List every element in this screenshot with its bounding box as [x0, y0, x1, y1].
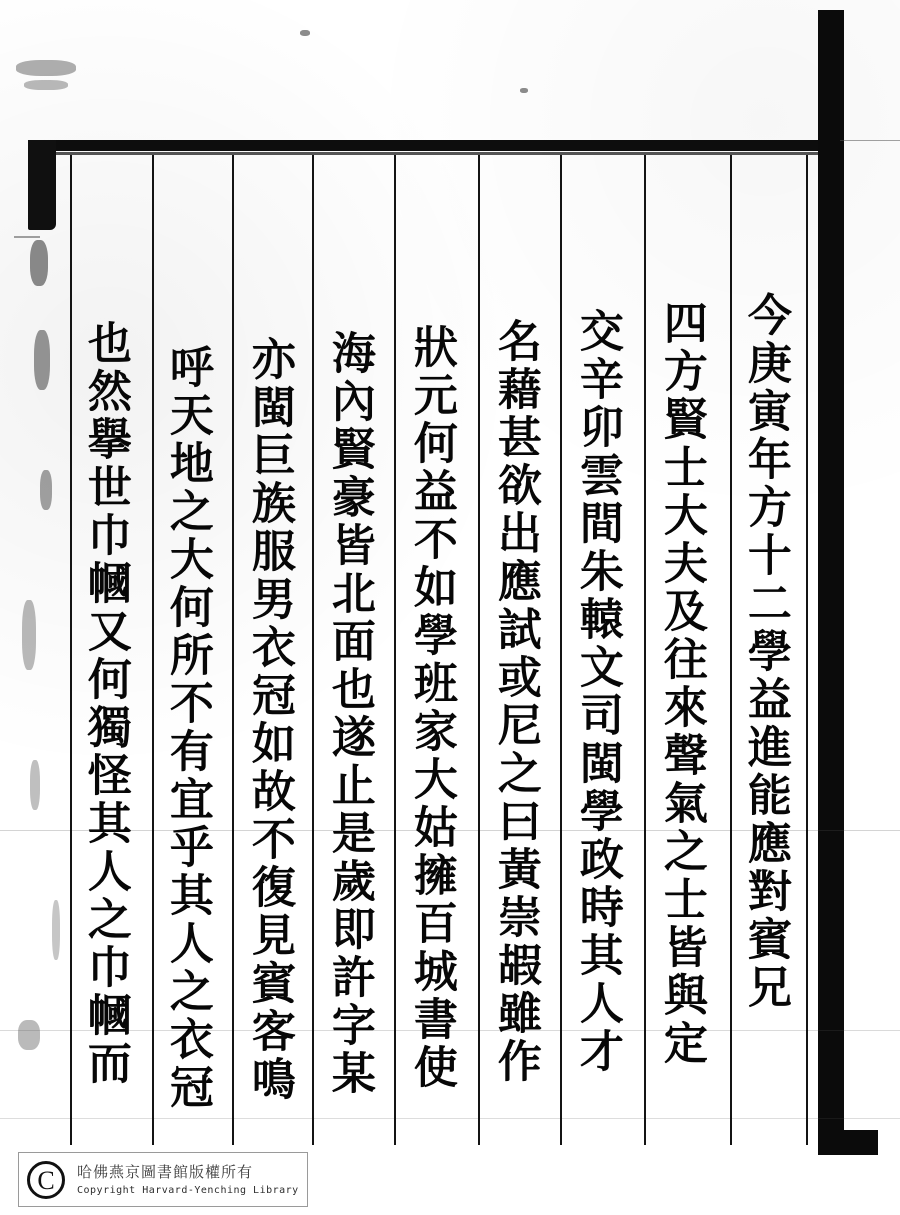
copyright-icon: C: [27, 1161, 65, 1199]
scan-speckle: [34, 330, 50, 390]
scan-speckle: [18, 1020, 40, 1050]
text-column-8: 呼天地之大何所不有宜乎其人之衣冠: [161, 344, 213, 1112]
scan-hairline: [14, 236, 40, 238]
text-column-3: 交辛卯雲間朱轅文司閩學政時其人才: [571, 308, 623, 1076]
stamp-text-english: Copyright Harvard-Yenching Library: [77, 1185, 299, 1196]
text-column-7: 亦閩巨族服男衣冠如故不復見賓客鳴: [243, 336, 295, 1104]
page-corner-bottom-right: [818, 1130, 878, 1155]
scan-speckle: [52, 900, 60, 960]
scan-speckle: [24, 80, 68, 90]
text-column-2: 四方賢士大夫及往來聲氣之士皆與定: [655, 300, 707, 1068]
column-rule: [70, 155, 72, 1145]
page-right-border: [818, 10, 844, 1155]
column-rule: [560, 155, 562, 1145]
scan-speckle: [30, 760, 40, 810]
column-rule: [232, 155, 234, 1145]
scan-speckle: [30, 240, 48, 286]
ink-blot-left: [28, 140, 56, 230]
text-column-5: 狀元何益不如學班家大姑擁百城書使: [405, 324, 457, 1092]
page-top-border-secondary: [30, 152, 820, 155]
text-column-1: 今庚寅年方十二學益進能應對賓兄: [739, 292, 791, 1012]
text-column-4: 名藉甚欲出應試或尼之曰黃崇嘏雖作: [489, 318, 541, 1086]
column-rule: [478, 155, 480, 1145]
scan-speckle: [22, 600, 36, 670]
column-rule: [152, 155, 154, 1145]
scan-hairline: [840, 140, 900, 141]
library-copyright-stamp: [18, 1152, 308, 1207]
scan-speckle: [300, 30, 310, 36]
column-rule: [806, 155, 808, 1145]
column-rule: [312, 155, 314, 1145]
text-column-9: 也然擧世巾幗又何獨怪其人之巾幗而: [79, 320, 131, 1088]
text-column-6: 海內賢豪皆北面也遂止是歲即許字某: [323, 330, 375, 1098]
stamp-text-chinese: 哈佛燕京圖書館版權所有: [77, 1163, 254, 1181]
scan-speckle: [40, 470, 52, 510]
scan-speckle: [16, 60, 76, 76]
scan-speckle: [520, 88, 528, 93]
column-rule: [644, 155, 646, 1145]
column-rule: [730, 155, 732, 1145]
column-rule: [394, 155, 396, 1145]
page-top-border: [30, 140, 820, 151]
